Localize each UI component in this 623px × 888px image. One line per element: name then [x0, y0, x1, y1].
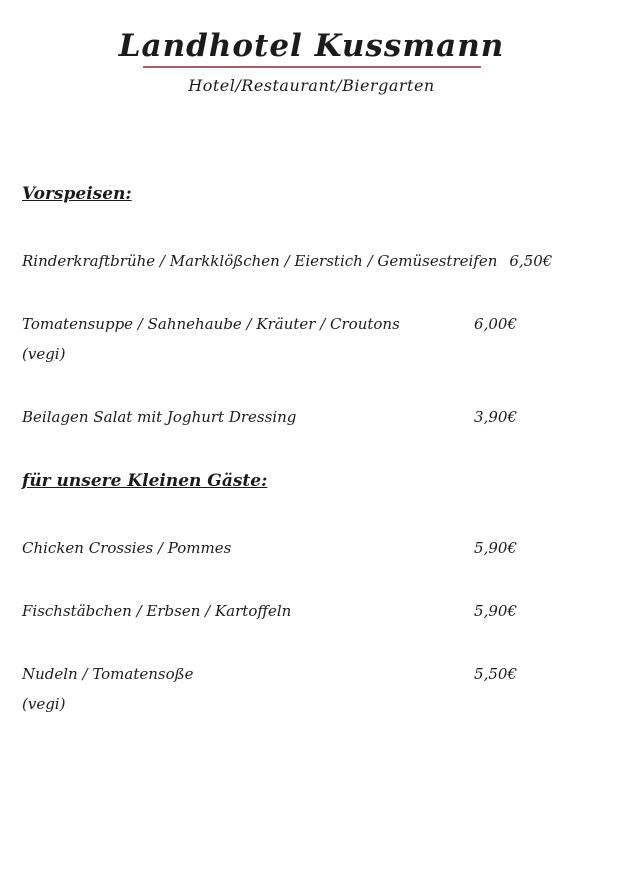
item-price: 5,50€ — [474, 665, 517, 683]
item-price: 5,90€ — [474, 602, 517, 620]
menu-item — [22, 602, 517, 621]
menu-body — [0, 184, 623, 714]
menu-item — [22, 539, 517, 558]
item-text — [22, 408, 462, 427]
item-name: Tomatensuppe / Sahnehaube / Kräuter / Croutons — [22, 315, 400, 333]
section-vorspeisen — [22, 184, 553, 427]
item-text — [22, 539, 462, 558]
section-kids — [22, 471, 517, 714]
item-text — [22, 252, 497, 271]
menu-item — [22, 315, 517, 364]
item-price: 5,90€ — [474, 539, 517, 557]
item-name: Chicken Crossies / Pommes — [22, 539, 232, 557]
item-name: Beilagen Salat mit Joghurt Dressing — [22, 408, 297, 426]
menu-item — [22, 252, 553, 271]
menu-header — [0, 0, 623, 96]
item-name: Nudeln / Tomatensoße — [22, 665, 194, 683]
section-heading: Vorspeisen: — [22, 184, 132, 204]
item-text — [22, 315, 462, 364]
item-text — [22, 665, 462, 714]
item-name: Rinderkraftbrühe / Markklößchen / Eierstich / Gemüsestreifen — [22, 252, 498, 270]
title-underline-rule — [143, 66, 481, 68]
item-price: 6,50€ — [509, 252, 553, 270]
page-title: Landhotel Kussmann — [118, 28, 505, 64]
section-heading: für unsere Kleinen Gäste: — [22, 471, 268, 491]
item-name: Fischstäbchen / Erbsen / Kartoffeln — [22, 602, 292, 620]
item-note: (vegi) — [22, 695, 66, 713]
item-text — [22, 602, 462, 621]
page-subtitle: Hotel/Restaurant/Biergarten — [188, 76, 435, 95]
menu-item — [22, 408, 517, 427]
item-note: (vegi) — [22, 345, 66, 363]
item-price: 6,00€ — [474, 315, 517, 333]
item-price: 3,90€ — [474, 408, 517, 426]
menu-item — [22, 665, 517, 714]
